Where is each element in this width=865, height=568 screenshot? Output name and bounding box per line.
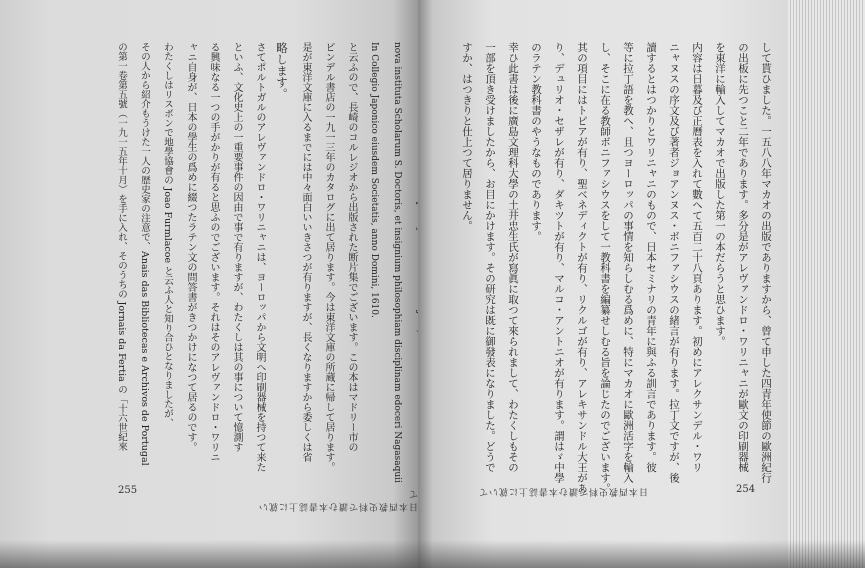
- right-line: すか、はつきりと仕上つて居りません。: [461, 42, 473, 231]
- left-line: 略します。: [275, 42, 289, 100]
- left-line: 是が東洋文庫に入るまでには中々面白いいきさつが有りますが、長くなりますから委しくは省: [300, 42, 311, 462]
- right-line: の出板に先つこと二年であります。多分是がアレヴァンドロ・ワリニャニが歐文の印刷器械: [737, 42, 749, 473]
- right-line: 一部を頂き受けましたから、お目にかけます。その研究は既に御發表になりました。どうで: [484, 42, 496, 473]
- right-line: 幸ひ此書は後に廣島文理科大學の土井忠生氏が寫眞に取つて來られまして、わたくしもその: [507, 42, 519, 473]
- left-page: [0, 0, 418, 568]
- right-line: 内容は日暮及び正曆表を入れて數へて五百二十八頁あります。初めにアレクサンデル・ワリ: [691, 42, 703, 473]
- left-running-head: 日本西教史料で讀む本書誌上に就いて: [257, 488, 418, 511]
- left-line: る興味なる一つの手がかりが有ると思ふのでございます。それはそのアレヴァンドロ・ワリニ: [208, 42, 219, 462]
- right-line: 等に拉丁語を教へ、且つヨーロッパの事情を知らしむる爲めに、特にマカオに歐洲活字を輸入: [622, 42, 634, 483]
- left-line: nova instituta Scholarum S. Doctoris, et insignium philosophiam disciplinam edoceri Nagasaquii: [392, 42, 402, 483]
- bottom-shadow: [0, 540, 865, 568]
- left-page-text: [112, 42, 452, 482]
- right-running-head: 日本西教史料で讀む本書誌上に就いて: [478, 486, 649, 496]
- page-edges: [788, 0, 865, 568]
- left-line: その人から紹介もうけた一人の歴史家の注意で、Anais das Bibliotecas e Archivos de Portugal: [139, 42, 150, 466]
- right-page-number: 254: [736, 484, 756, 495]
- right-line: 讀するとはつかりとワリニャニのもので、日本セミナリの青年に與ふる訓言であります。彼: [645, 42, 657, 473]
- right-line: を東洋に輸入してマカオで出版した第一の本だらうと思ひます。: [714, 42, 726, 347]
- left-line: ャニ自身が、日本の學生の爲めに綴つたラテン文の問答書がきつかけになつて居るのです。: [185, 42, 196, 452]
- left-line: さてポルトガルのアレヴァンドロ・ワリニャニは、ヨーロッパから文明へ印刷器械を持つて来た: [254, 42, 265, 472]
- right-line: し、そこに在る教師ボニファシウスをして一教科書を編纂せしむる旨を論じたのでございます。: [599, 42, 611, 494]
- left-page-number: 255: [118, 485, 138, 496]
- left-line: わたくしはリスボンで地學協會の Joao Furmlacoe と云ふ人と知り合ひとなりましたが、: [162, 42, 173, 428]
- left-line: と云ふので、長崎のコルレジオから出版された断片集でございます。この本はマドリー市の: [346, 42, 357, 452]
- right-line: のラテン教科書のやうなものであります。: [530, 42, 542, 242]
- right-line: り、デュリオ・セザレが有り、ダキツトが有り、マルコ・アントニオが有ります。謂はゞ中學: [553, 42, 565, 483]
- left-line: ピンデル書店の一九一三年のカタログに出て居ります。今は東洋文庫の所蔵に帰して居ります。: [323, 42, 334, 472]
- left-line: In Collegio Japonico eiusdem Societatis, anno Domini, 1610.: [369, 42, 379, 318]
- right-line: ニャヌスの序文及び著者ジョアンヌス・ボニファシウスの緒言が有ります。拉丁文ですが、後: [668, 42, 680, 483]
- right-page: [418, 0, 788, 568]
- right-line: して貰ひました。一五八八年マカオの出版でありますから、曾て申した四青年使節の歐洲紀行: [760, 42, 772, 483]
- right-line: 其の項目にはトピアが有り、聖ベネディクトが有り、リクルゴが有り、アレキサンドル大王があ: [576, 42, 588, 494]
- left-line: の第一卷第五號（一九一五年十月）を手に入れ、そのうちの Jornais da Fertia の「十六世紀來: [116, 42, 127, 452]
- left-line: といふ、文化史上の一重要事件の因由で事で有りますが、わたくしは其の事について憶測す: [231, 42, 242, 452]
